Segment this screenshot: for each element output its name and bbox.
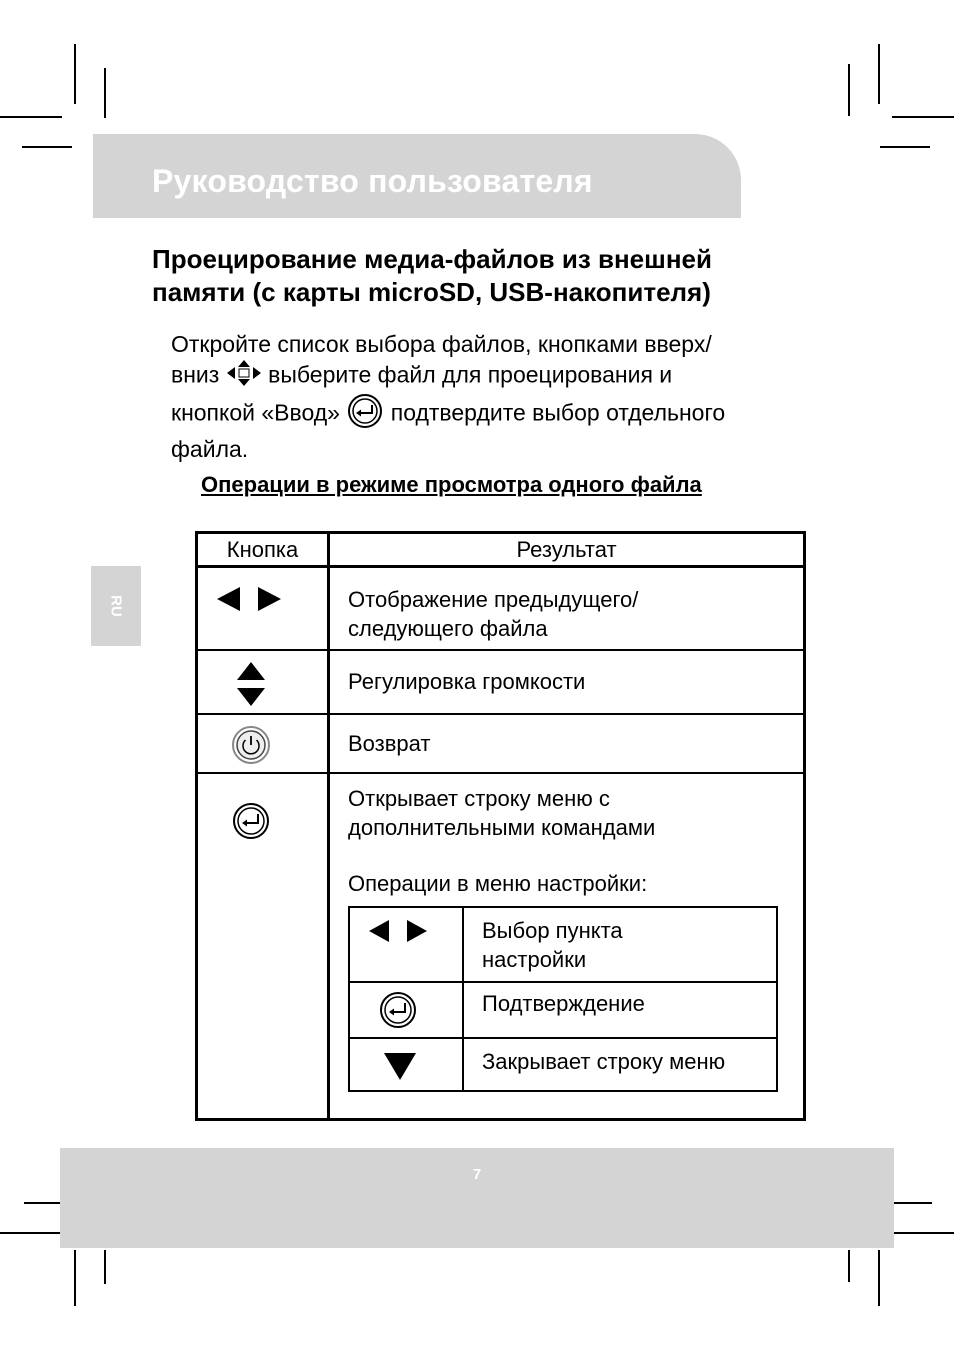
crop-mark — [878, 1250, 880, 1306]
language-label: RU — [107, 595, 125, 617]
table-row — [197, 773, 805, 1120]
crop-mark — [74, 1250, 76, 1306]
language-side-tab — [91, 566, 141, 646]
table-row — [197, 567, 805, 650]
enter-button-icon — [198, 774, 327, 846]
result-cell — [329, 650, 805, 714]
crop-mark — [0, 1232, 60, 1234]
result-cell: Подтверждение — [463, 982, 777, 1038]
left-right-arrows-icon — [350, 908, 462, 950]
crop-mark — [848, 64, 850, 116]
result-text-line2: настройки — [482, 946, 587, 972]
icon-cell — [197, 650, 329, 714]
table-row — [349, 982, 777, 1038]
crop-mark — [104, 1250, 106, 1284]
left-right-arrows-icon — [198, 568, 327, 620]
table-row — [349, 907, 777, 982]
crop-mark — [74, 44, 76, 104]
page-number: 7 — [472, 1166, 482, 1183]
crop-mark — [894, 1202, 932, 1204]
crop-mark — [880, 146, 930, 148]
down-arrow-icon — [350, 1039, 462, 1087]
result-cell — [329, 773, 805, 1120]
table-header-row — [197, 533, 805, 567]
result-text-line1: Отображение предыдущего/ — [348, 587, 639, 612]
section-title-line2: памяти (с карты microSD, USB-накопителя) — [152, 277, 711, 307]
footer-bar — [60, 1148, 894, 1248]
intro-line3 — [171, 394, 791, 435]
column-header-result: Результат — [329, 533, 805, 567]
crop-mark — [104, 68, 106, 118]
result-text-line1: Открывает строку меню с — [348, 785, 610, 811]
up-down-arrows-icon — [198, 651, 327, 713]
result-text: Возврат — [348, 730, 431, 756]
result-text-line2: следующего файла — [348, 616, 548, 641]
table-row — [349, 1038, 777, 1091]
crop-mark — [892, 116, 954, 118]
crop-mark — [878, 44, 880, 104]
icon-cell — [197, 567, 329, 650]
settings-menu-table — [348, 906, 778, 1092]
intro-paragraph — [171, 330, 791, 464]
crop-mark — [22, 146, 72, 148]
intro-line1: Откройте список выбора файлов, кнопками вверх/ — [171, 331, 712, 357]
table-row — [197, 714, 805, 773]
section-title — [152, 243, 792, 309]
section-title-line1: Проецирование медиа-файлов из внешней — [152, 244, 712, 274]
enter-button-icon — [350, 983, 462, 1035]
page-header-title: Руководство пользователя — [152, 163, 593, 199]
result-cell — [329, 567, 805, 650]
intro-line3-end: подтвердите выбор отдельного — [390, 399, 726, 426]
power-button-icon — [198, 715, 327, 771]
crop-mark — [848, 1250, 850, 1282]
crop-mark — [0, 116, 62, 118]
result-cell — [329, 714, 805, 773]
crop-mark — [894, 1232, 954, 1234]
intro-line2-start: вниз — [171, 361, 220, 388]
result-cell — [463, 907, 777, 982]
result-text: Регулировка громкости — [348, 668, 586, 694]
icon-cell — [197, 714, 329, 773]
intro-line3-start: кнопкой «Ввод» — [171, 399, 340, 426]
intro-line2-end: выберите файл для проецирования и — [268, 361, 673, 388]
enter-button-icon — [346, 394, 384, 435]
icon-cell — [349, 982, 463, 1038]
result-text-line2: дополнительными командами — [348, 814, 656, 840]
intro-line4: файла. — [171, 436, 249, 462]
four-way-arrows-icon — [226, 359, 262, 394]
result-text-line1: Выбор пункта — [482, 917, 623, 943]
crop-mark — [24, 1202, 60, 1204]
icon-cell — [349, 907, 463, 982]
table-row — [197, 650, 805, 714]
intro-line2 — [171, 359, 791, 394]
icon-cell — [197, 773, 329, 1120]
result-cell: Закрывает строку меню — [463, 1038, 777, 1091]
settings-menu-title: Операции в меню настройки: — [348, 870, 648, 896]
column-header-button: Кнопка — [197, 533, 329, 567]
operations-subtitle: Операции в режиме просмотра одного файла — [201, 472, 702, 497]
icon-cell — [349, 1038, 463, 1091]
operations-table — [195, 531, 806, 1121]
